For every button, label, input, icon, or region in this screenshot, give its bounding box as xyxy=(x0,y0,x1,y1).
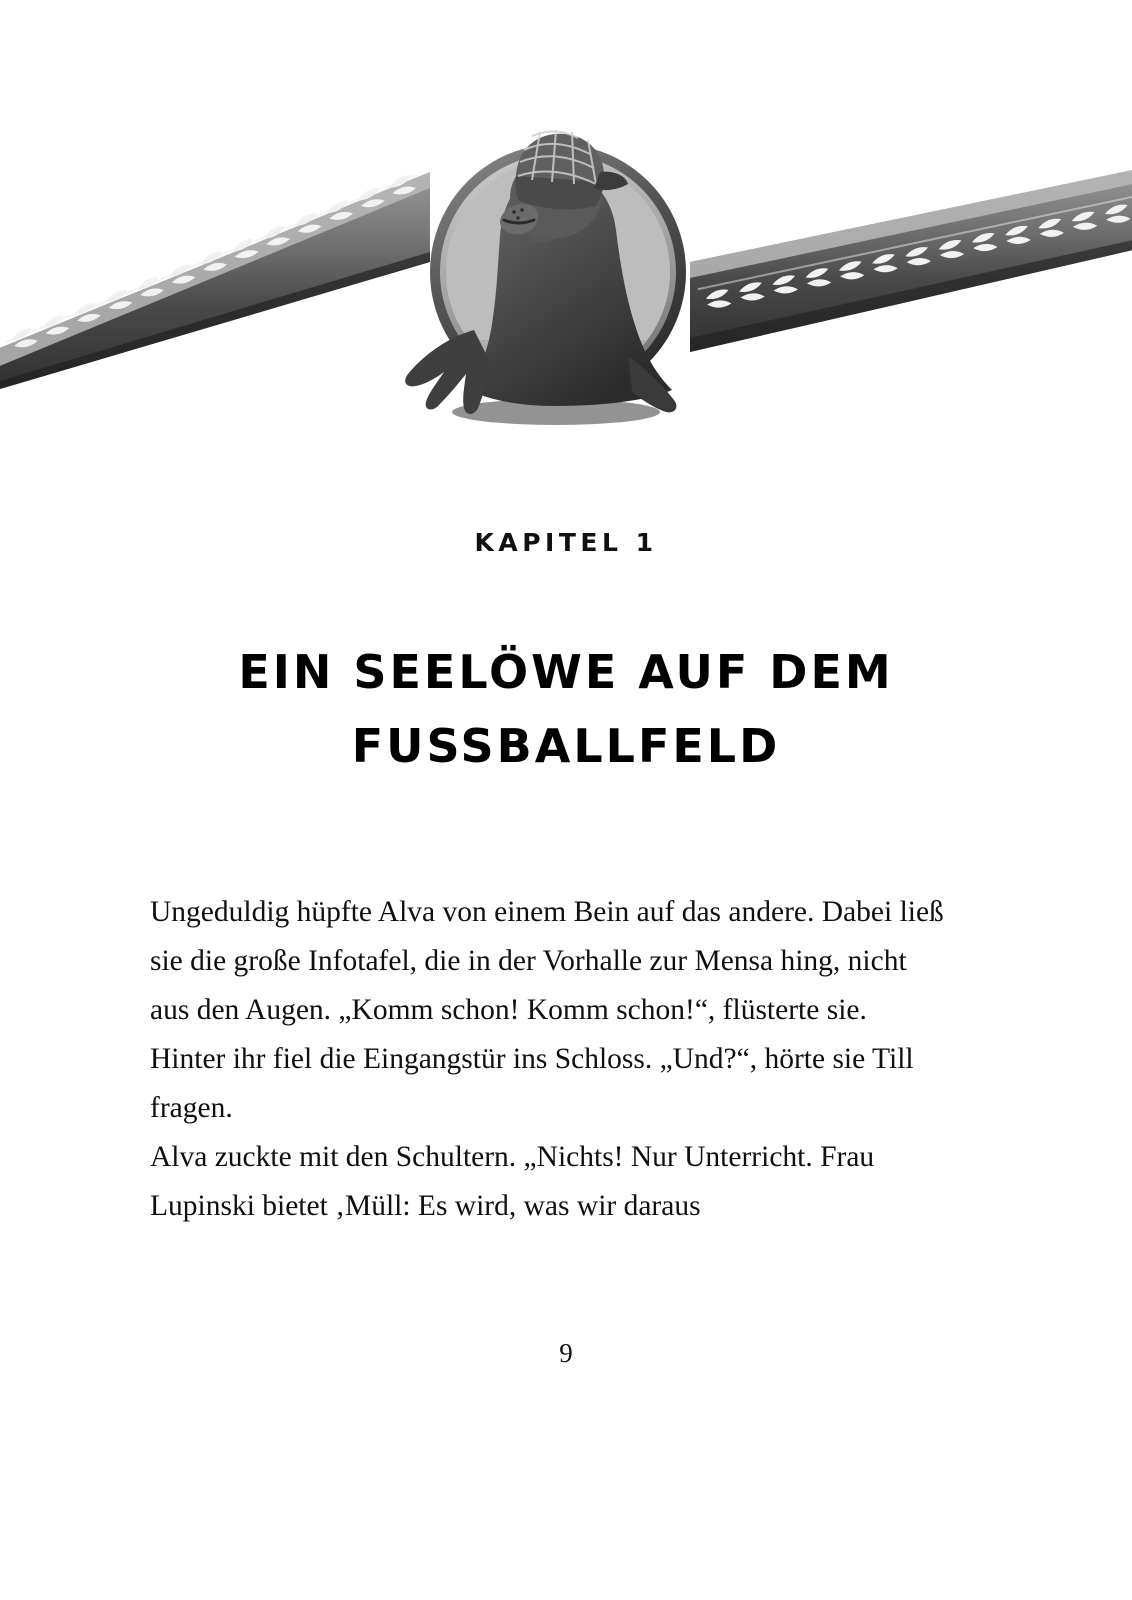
paragraph-2: Hinter ihr fiel die Eingangstür ins Schloss. „Und?“, hörte sie Till fragen. xyxy=(150,1043,914,1124)
body-text xyxy=(150,888,945,1231)
chapter-number: KAPITEL 1 xyxy=(474,528,658,557)
chapter-title-line-1: EIN SEELÖWE AUF DEM xyxy=(238,644,894,699)
chapter-illustration xyxy=(0,0,1132,470)
paragraph-3: Alva zuckte mit den Schultern. „Nichts! Nur Unterricht. Frau Lupinski bietet ‚Müll: Es wird, was wir daraus xyxy=(150,1141,875,1222)
page-number: 9 xyxy=(559,1338,573,1368)
page-title xyxy=(116,635,1016,783)
paragraph-1: Ungeduldig hüpfte Alva von einem Bein auf das andere. Dabei ließ sie die große Infotafel, die in der Vorhalle zur Mensa hing, nicht aus den Augen. „Komm schon! Komm schon!“, flüsterte sie. xyxy=(150,896,944,1026)
chapter-title-line-2: FUSSBALLFELD xyxy=(351,718,781,773)
